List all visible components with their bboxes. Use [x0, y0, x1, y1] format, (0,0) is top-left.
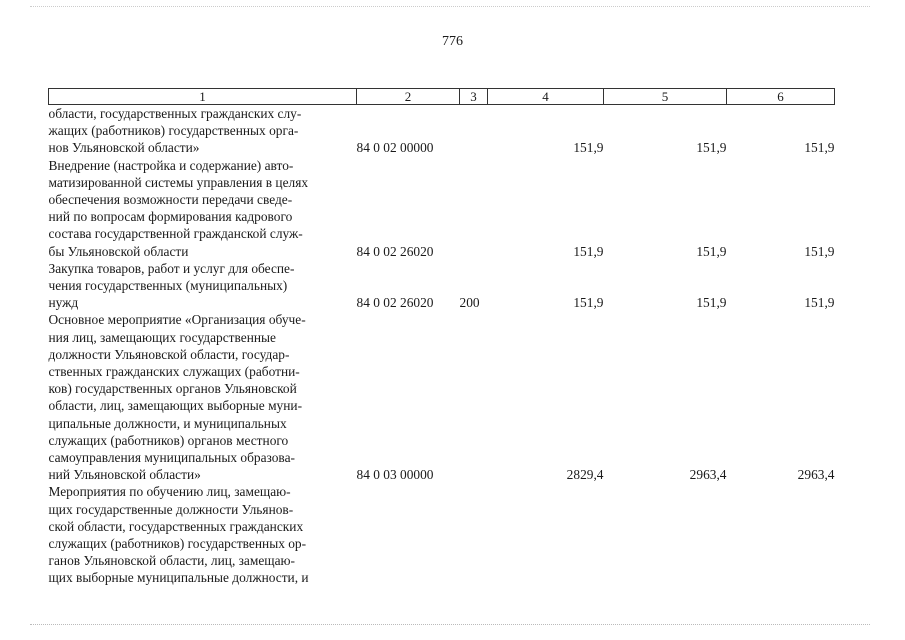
row-name-cell [49, 483, 357, 586]
table-row [49, 157, 835, 260]
row-name-line: Мероприятия по обучению лиц, замещаю- [48, 484, 291, 500]
table-row [49, 483, 835, 586]
row-code-cell: 84 0 02 00000 [356, 140, 434, 156]
row-type-cell [460, 311, 488, 483]
row-name-line: щих государственные должности Ульянов- [48, 501, 294, 517]
row-code-cell: 84 0 03 00000 [356, 467, 434, 483]
row-value-4: 151,9 [573, 243, 604, 259]
row-value-6: 151,9 [804, 243, 835, 259]
row-value-4 [488, 483, 604, 586]
column-header-4: 4 [488, 89, 604, 105]
row-value-6: 151,9 [804, 140, 835, 156]
row-code-cell: 84 0 02 26020 [356, 243, 434, 259]
row-value-6: 2963,4 [797, 467, 835, 483]
table-body [49, 105, 835, 587]
row-name-line: ганов Ульяновской области, лиц, замещаю- [48, 553, 296, 569]
row-code-cell [357, 483, 460, 586]
row-value-5 [604, 483, 727, 586]
column-header-3: 3 [460, 89, 488, 105]
row-name-line: области, лиц, замещающих выборные муни- [48, 398, 303, 414]
column-header-2: 2 [357, 89, 460, 105]
row-name-line: нов Ульяновской области» [48, 140, 200, 156]
budget-table [48, 88, 835, 587]
row-name-line: ственных гражданских служащих (работни- [48, 364, 300, 380]
row-value-4: 151,9 [573, 295, 604, 311]
row-name-line: ний Ульяновской области» [48, 467, 201, 483]
row-name-line: ний по вопросам формирования кадрового [48, 209, 293, 225]
row-name-line: состава государственной гражданской служ- [48, 226, 303, 242]
row-value-4: 2829,4 [566, 467, 604, 483]
row-name-line: Внедрение (настройка и содержание) авто- [48, 157, 294, 173]
row-name-line: ния лиц, замещающих государственные [48, 329, 276, 345]
row-name-line: ков) государственных органов Ульяновской [48, 381, 297, 397]
row-value-5: 151,9 [696, 140, 727, 156]
column-header-6: 6 [727, 89, 835, 105]
row-name-line: жащих (работников) государственных орга- [48, 123, 299, 139]
row-name-line: обеспечения возможности передачи сведе- [48, 192, 293, 208]
row-value-6: 151,9 [804, 295, 835, 311]
row-value-5: 151,9 [696, 295, 727, 311]
row-value-5: 151,9 [696, 243, 727, 259]
row-name-line: области, государственных гражданских слу- [48, 106, 302, 121]
column-header-1: 1 [49, 89, 357, 105]
row-code-cell: 84 0 02 26020 [356, 295, 434, 311]
row-value-5: 2963,4 [689, 467, 727, 483]
row-type-cell [460, 483, 488, 586]
row-name-line: Основное мероприятие «Организация обуче- [48, 312, 306, 328]
row-name-cell [49, 157, 357, 260]
scan-edge-bottom [30, 624, 870, 627]
column-number-row [49, 89, 835, 105]
row-name-cell [49, 311, 357, 483]
row-type-cell: 200 [459, 295, 480, 311]
row-value-6 [727, 483, 835, 586]
row-type-cell [460, 157, 488, 260]
table-row [49, 311, 835, 483]
row-name-line: чения государственных (муниципальных) [48, 278, 288, 294]
row-name-line: ской области, государственных гражданских [48, 518, 304, 534]
row-name-line: самоуправления муниципальных образова- [48, 450, 295, 466]
row-name-line: должности Ульяновской области, государ- [48, 346, 290, 362]
row-name-cell [49, 260, 357, 312]
row-name-line: ципальные должности, и муниципальных [48, 415, 287, 431]
table-row [49, 260, 835, 312]
row-name-line: щих выборные муниципальные должности, и [48, 570, 309, 586]
table-row [49, 105, 835, 157]
row-name-line: нужд [48, 295, 79, 311]
row-type-cell [460, 105, 488, 157]
row-name-line: служащих (работников) государственных ор- [48, 536, 307, 552]
page-number: 776 [442, 34, 463, 49]
row-name-line: Закупка товаров, работ и услуг для обеспе- [48, 260, 295, 276]
row-name-line: матизированной системы управления в целях [48, 174, 309, 190]
scan-edge-top [30, 6, 870, 9]
row-name-line: служащих (работников) органов местного [48, 432, 289, 448]
row-name-cell [49, 105, 357, 157]
row-name-line: бы Ульяновской области [48, 243, 189, 259]
column-header-5: 5 [604, 89, 727, 105]
row-value-4: 151,9 [573, 140, 604, 156]
